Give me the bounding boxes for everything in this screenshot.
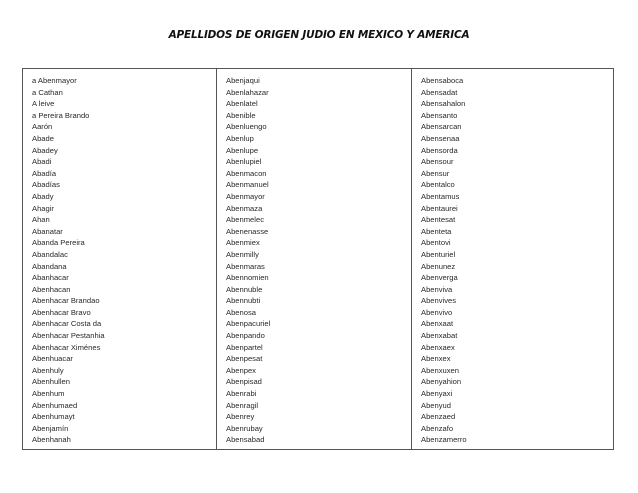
surname-cell: Abenible [226, 110, 256, 120]
surname-cell: Abadía [32, 168, 57, 178]
surname-cell: Abenvivo [421, 307, 453, 317]
surname-cell: Abensorda [421, 145, 458, 155]
surname-cell: Abenteta [421, 226, 452, 236]
surname-cell: Abenrabi [226, 389, 257, 399]
surname-cell: Abenhumayt [32, 412, 75, 422]
surname-cell: Abadi [32, 157, 52, 167]
surname-cell: Abenhacar Bravo [32, 307, 91, 317]
surname-cell: Abenzamerro [421, 435, 467, 445]
surname-cell: Ahan [32, 215, 50, 225]
surname-cell: Abenyaxi [421, 389, 453, 399]
surname-column-2 [216, 69, 411, 449]
surname-cell: Abennubti [226, 296, 261, 306]
surname-cell: a Pereira Brando [32, 110, 90, 120]
surname-cell: Abentesat [421, 215, 456, 225]
surname-cell: Abensour [421, 157, 454, 167]
surname-cell: Abenhullen [32, 377, 71, 387]
surname-cell: Abenmaras [226, 261, 265, 271]
surname-cell: Abenlatel [226, 99, 258, 109]
surname-cell: Abentovi [421, 238, 451, 248]
surname-cell: Abenpesat [226, 354, 263, 364]
surname-cell: Abensadat [421, 87, 458, 97]
surname-cell: Abenjamín [32, 423, 69, 433]
surname-cell: Abenhum [32, 389, 65, 399]
surname-cell: Abenhacar Ximénes [32, 342, 101, 352]
surname-cell: Abenmayor [226, 191, 265, 201]
surname-cell: Abenxabat [421, 331, 458, 341]
surname-cell: a Cathan [32, 87, 63, 97]
surname-cell: Abenjaqui [226, 76, 260, 85]
surname-cell: Abenhanah [32, 435, 71, 445]
surname-cell: Abenhacan [32, 284, 71, 294]
surname-cell: Abenosa [226, 307, 256, 317]
surname-cell: Abenyahion [421, 377, 462, 387]
surname-cell: Abenmilly [226, 249, 259, 259]
surname-cell: Abensahalon [421, 99, 466, 109]
surname-column-1 [23, 69, 216, 449]
surname-cell: Abennomien [226, 273, 269, 283]
surname-cell: Abensanto [421, 110, 458, 120]
surname-cell: Abadey [32, 145, 58, 155]
surname-cell: Abenhacar Costa da [32, 319, 102, 329]
surname-cell: Abandana [32, 261, 67, 271]
surname-cell: Abenluengo [226, 122, 267, 132]
surname-cell: Abenlup [226, 133, 254, 143]
surname-cell: Abenhacar Pestanhia [32, 331, 105, 341]
surname-cell: Abenmacon [226, 168, 267, 178]
surname-cell: Abentalco [421, 180, 455, 190]
surname-cell: Abenpando [226, 331, 265, 341]
surname-cell: Abanhacar [32, 273, 69, 283]
surname-cell: Abenxex [421, 354, 451, 364]
surname-cell: Abenzaed [421, 412, 456, 422]
surname-cell: Abenvives [421, 296, 457, 306]
surname-cell: Abenmanuel [226, 180, 269, 190]
surname-cell: Abenragil [226, 400, 259, 410]
surname-cell: Abenmiex [226, 238, 260, 248]
surname-cell: Abensenaa [421, 133, 460, 143]
surname-cell: Abenpartel [226, 342, 263, 352]
surname-cell: Abensarcan [421, 122, 462, 132]
surname-cell: Abenhuly [32, 365, 64, 375]
surname-cell: Abenpex [226, 365, 256, 375]
surname-cell: Abenlupe [226, 145, 259, 155]
surname-cell: Ahagir [32, 203, 54, 213]
surname-cell: Abenhumaed [32, 400, 78, 410]
surname-cell: Abenunez [421, 261, 456, 271]
surname-cell: Abanda Pereira [32, 238, 85, 248]
surname-cell: Abenpacuriel [226, 319, 271, 329]
surname-cell: Abenlahazar [226, 87, 269, 97]
surname-cell: Abenverga [421, 273, 458, 283]
surname-table [22, 68, 614, 450]
surname-cell: Abenyud [421, 400, 451, 410]
surname-cell: Abentamus [421, 191, 460, 201]
surname-cell: Abenmelec [226, 215, 264, 225]
surname-cell: Abensaboca [421, 76, 464, 85]
surname-cell: Abenhuacar [32, 354, 73, 364]
surname-cell: Abenrubay [226, 423, 263, 433]
surname-cell: Abady [32, 191, 54, 201]
document-title: APELLIDOS DE ORIGEN JUDIO EN MEXICO Y AMERICA [168, 29, 470, 41]
surname-cell: Abenxaat [421, 319, 454, 329]
surname-cell: Abensabad [226, 435, 265, 445]
surname-cell: Abandalac [32, 249, 68, 259]
surname-cell: Abadías [32, 180, 60, 190]
surname-cell: Abenmaza [226, 203, 263, 213]
surname-cell: a Abenmayor [32, 76, 77, 85]
surname-cell: Abenrey [226, 412, 255, 422]
surname-cell: Abennuble [226, 284, 263, 294]
surname-cell: Abenenasse [226, 226, 269, 236]
surname-cell: Abenviva [421, 284, 453, 294]
surname-cell: Abenxuxen [421, 365, 459, 375]
surname-cell: Abenlupiel [226, 157, 262, 167]
surname-cell: Abenhacar Brandao [32, 296, 100, 306]
surname-column-3 [411, 69, 613, 449]
surname-cell: Abenpisad [226, 377, 262, 387]
surname-cell: Abenxaex [421, 342, 455, 352]
surname-cell: Abanatar [32, 226, 63, 236]
surname-cell: Aarón [32, 122, 53, 132]
surname-cell: Abade [32, 133, 54, 143]
surname-cell: Abensur [421, 168, 450, 178]
surname-cell: Abenzafo [421, 423, 454, 433]
surname-cell: Abenturiel [421, 249, 456, 259]
surname-cell: Abentaurei [421, 203, 458, 213]
surname-cell: A leive [32, 99, 55, 109]
